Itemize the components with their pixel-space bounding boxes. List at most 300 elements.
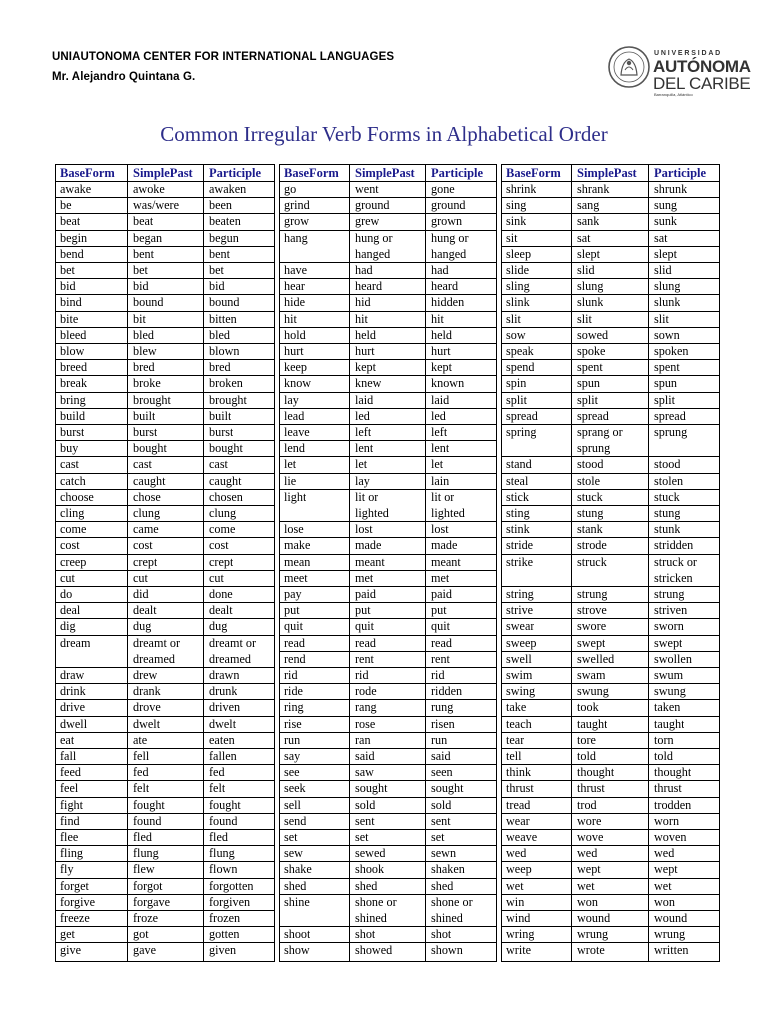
row-divider [280,440,496,441]
row-divider [56,667,274,668]
row-divider [56,780,274,781]
participle-cell: let [431,457,444,472]
row-divider [280,554,496,555]
simple-past-cell: quit [355,619,374,634]
simple-past-cell: brought [133,392,171,407]
base-form-cell: feed [60,765,81,780]
participle-cell: forgotten [209,878,254,893]
base-form-cell: win [506,894,525,909]
participle-cell: sewn [431,846,457,861]
simple-past-cell: hurt [355,344,375,358]
base-form-cell: sing [506,198,527,213]
simple-past-cell: strove [577,603,607,618]
base-form-cell: dwell [60,716,88,731]
simple-past-cell: sang [577,198,600,213]
participle-cell: fled [209,830,228,844]
participle-cell: slunk [654,295,681,310]
participle-cell: spread [654,408,686,423]
simple-past-cell: led [355,408,370,423]
base-form-cell: creep [60,554,87,569]
participle-cell: swept [654,635,683,650]
row-divider [56,424,274,425]
participle-cell: spun [654,376,678,391]
simple-past-cell: left [355,425,372,439]
base-form-cell: fall [60,749,77,763]
simple-past-cell: swam [577,668,606,682]
base-form-cell: be [60,198,72,213]
simple-past-cell: bet [133,263,148,277]
simple-past-cell: wed [577,846,598,861]
base-form-cell: build [60,408,86,423]
participle-cell: cost [209,538,229,553]
page-title: Common Irregular Verb Forms in Alphabetical Order [160,122,608,146]
base-form-cell: tell [506,749,522,763]
simple-past-cell: stood [577,457,604,472]
participle-cell: frozen [209,911,241,925]
participle-cell: written [654,943,689,958]
base-form-cell: cling [60,506,85,520]
base-form-cell: sow [506,327,526,342]
simple-past-cell: cost [133,538,153,553]
participle-cell: come [209,522,236,537]
row-divider [56,294,274,295]
row-divider [56,829,274,830]
simple-past-cell: paid [355,587,376,601]
simple-past-cell: began [133,230,163,245]
simple-past-cell: lit or [355,489,379,504]
base-form-cell: weep [506,862,532,877]
participle-cell: flung [209,846,235,861]
column-header: BaseForm [284,166,339,180]
row-divider [280,683,496,684]
base-form-cell: say [284,749,301,763]
participle-cell: rung [431,700,454,715]
participle-cell: spent [654,360,680,375]
simple-past-cell: stung [577,506,604,520]
base-form-cell: weave [506,830,538,844]
base-form-cell: think [506,765,532,780]
row-divider [280,732,496,733]
row-divider [280,667,496,668]
simple-past-cell: forgave [133,894,170,909]
simple-past-cell: slung [577,279,604,294]
base-form-cell: forget [60,878,89,893]
base-form-cell: grind [284,198,310,213]
participle-cell: rent [431,651,450,666]
simple-past-cell: was/were [133,198,180,213]
base-form-cell: fly [60,862,74,877]
university-logo [607,42,751,97]
row-divider [502,294,719,295]
simple-past-cell: cast [133,457,152,472]
simple-past-cell: sprung [577,441,611,456]
participle-cell: lost [431,522,449,537]
row-divider [280,359,496,360]
base-form-cell: bring [60,392,86,407]
teacher-name: Mr. Alejandro Quintana G. [52,71,196,83]
base-form-cell: draw [60,668,85,682]
base-form-cell: shrink [506,182,537,196]
base-form-cell: let [284,457,297,472]
simple-past-cell: hit [355,311,368,326]
row-divider [502,311,719,312]
row-divider [280,926,496,927]
simple-past-cell: showed [355,943,393,958]
base-form-cell: bind [60,295,82,310]
participle-cell: kept [431,360,452,375]
column-divider [127,165,128,961]
participle-cell: stunk [654,522,681,537]
participle-cell: awaken [209,182,247,196]
participle-cell: been [209,198,233,213]
participle-cell: slung [654,279,681,294]
simple-past-cell: ran [355,732,371,747]
simple-past-cell: held [355,327,376,342]
participle-cell: swum [654,668,684,682]
base-form-cell: cost [60,538,80,553]
simple-past-cell: knew [355,376,382,391]
participle-cell: worn [654,813,680,828]
participle-cell: felt [209,781,226,796]
participle-cell: fallen [209,749,237,763]
simple-past-cell: fought [133,797,165,812]
participle-cell: paid [431,587,452,601]
row-divider [280,748,496,749]
base-form-cell: begin [60,230,88,245]
base-form-cell: cut [60,570,75,585]
base-form-cell: rid [284,668,298,682]
base-form-cell: see [284,765,300,780]
row-divider [280,408,496,409]
base-form-cell: speak [506,344,534,358]
participle-cell: had [431,263,449,277]
base-form-cell: split [506,392,527,407]
row-divider [56,845,274,846]
participle-cell: ground [431,198,466,213]
base-form-cell: hit [284,311,297,326]
base-form-cell: bite [60,311,79,326]
simple-past-cell: rose [355,716,376,731]
participle-cell: burst [209,425,234,439]
simple-past-cell: stole [577,473,601,488]
column-header: BaseForm [60,166,115,180]
base-form-cell: quit [284,619,303,634]
row-divider [280,813,496,814]
base-form-cell: take [506,700,527,715]
participle-cell: hurt [431,344,451,358]
participle-cell: clung [209,506,237,520]
row-divider [502,586,719,587]
base-form-cell: pay [284,587,302,601]
participle-cell: seen [431,765,453,780]
simple-past-cell: lighted [355,506,389,520]
participle-cell: beaten [209,214,241,229]
simple-past-cell: shined [355,911,387,925]
participle-cell: chosen [209,489,243,504]
base-form-cell: spend [506,360,535,375]
base-form-cell: fling [60,846,84,861]
base-form-cell: know [284,376,312,391]
row-divider [502,813,719,814]
base-form-cell: shake [284,862,312,877]
logo-line-3: DEL CARIBE [653,74,751,93]
base-form-cell: sling [506,279,530,294]
base-form-cell: lose [284,522,304,537]
simple-past-cell: rid [355,668,369,682]
base-form-cell: bet [60,263,75,277]
row-divider [502,473,719,474]
row-divider [56,521,274,522]
base-form-cell: buy [60,441,79,456]
participle-cell: cut [209,570,224,585]
base-form-cell: slit [506,311,521,326]
simple-past-cell: sprang or [577,425,623,439]
row-divider [280,311,496,312]
participle-cell: taught [654,716,685,731]
row-divider [280,845,496,846]
row-divider [502,456,719,457]
simple-past-cell: drove [133,700,161,715]
participle-cell: hidden [431,295,465,310]
base-form-cell: ride [284,684,303,699]
simple-past-cell: fell [133,749,150,763]
row-divider [56,408,274,409]
simple-past-cell: froze [133,911,159,925]
base-form-cell: string [506,587,534,601]
base-form-cell: lend [284,441,305,456]
participle-cell: striven [654,603,688,618]
simple-past-cell: dealt [133,603,157,618]
row-divider [502,716,719,717]
base-form-cell: do [60,587,73,601]
participle-cell: spoken [654,344,689,358]
simple-past-cell: stuck [577,489,603,504]
simple-past-cell: sold [355,797,376,812]
row-divider [502,521,719,522]
participle-cell: flown [209,862,238,877]
base-form-cell: bend [60,246,84,261]
simple-past-cell: broke [133,376,161,391]
row-divider [280,635,496,636]
simple-past-cell: won [577,894,598,909]
participle-cell: dreamed [209,651,251,666]
row-divider [280,473,496,474]
base-form-cell: blow [60,344,85,358]
participle-cell: fed [209,765,225,780]
simple-past-cell: caught [133,473,166,488]
simple-past-cell: slit [577,311,592,326]
simple-past-cell: dreamt or [133,635,181,650]
row-divider [280,262,496,263]
column-header: Participle [431,166,484,180]
participle-cell: stricken [654,570,693,585]
base-form-cell: catch [60,473,86,488]
base-form-cell: steal [506,473,529,488]
base-form-cell: ring [284,700,304,715]
base-form-cell: show [284,943,310,958]
simple-past-cell: sewed [355,846,386,861]
base-form-cell: bleed [60,327,87,342]
base-form-cell: stand [506,457,532,472]
column-divider [203,165,204,961]
participle-cell: put [431,603,447,618]
row-divider [280,651,496,652]
row-divider [502,505,719,506]
base-form-cell: find [60,813,80,828]
participle-cell: told [654,749,673,763]
participle-cell: hit [431,311,444,326]
participle-cell: shot [431,927,452,942]
row-divider [280,764,496,765]
base-form-cell: tread [506,797,531,812]
simple-past-cell: saw [355,765,374,780]
row-divider [502,845,719,846]
simple-past-cell: flung [133,846,159,861]
participle-cell: caught [209,473,242,488]
base-form-cell: eat [60,732,75,747]
simple-past-cell: swelled [577,651,615,666]
row-divider [502,359,719,360]
row-divider [56,230,274,231]
participle-cell: blown [209,344,240,358]
base-form-cell: dig [60,619,76,634]
participle-cell: cast [209,457,228,472]
simple-past-cell: sent [355,813,375,828]
participle-cell: shrunk [654,182,688,196]
base-form-cell: fight [60,797,84,812]
row-divider [280,489,496,490]
simple-past-cell: lent [355,441,374,456]
row-divider [502,197,719,198]
participle-cell: begun [209,230,239,245]
simple-past-cell: rode [355,684,377,699]
simple-past-cell: bred [133,360,155,375]
simple-past-cell: trod [577,797,597,812]
participle-cell: dealt [209,603,233,618]
row-divider [502,489,719,490]
simple-past-cell: sought [355,781,388,796]
simple-past-cell: gave [133,943,157,958]
participle-cell: taken [654,700,681,715]
simple-past-cell: hung or [355,230,393,245]
simple-past-cell: had [355,263,373,277]
row-divider [280,570,496,571]
base-form-cell: go [284,182,297,196]
base-form-cell: forgive [60,894,95,909]
participle-cell: built [209,408,232,423]
logo-line-2: AUTÓNOMA [653,57,751,76]
base-form-cell: read [284,635,305,650]
participle-cell: sunk [654,214,678,229]
base-form-cell: sweep [506,635,537,650]
simple-past-cell: met [355,570,374,585]
participle-cell: risen [431,716,455,731]
simple-past-cell: drew [133,668,158,682]
participle-cell: grown [431,214,463,229]
participle-cell: sat [654,230,668,245]
simple-past-cell: slept [577,246,601,261]
base-form-cell: stink [506,522,530,537]
participle-cell: bid [209,279,225,294]
participle-cell: stolen [654,473,684,488]
row-divider [502,894,719,895]
base-form-cell: swim [506,668,533,682]
base-form-cell: tear [506,732,525,747]
simple-past-cell: wept [577,862,601,877]
participle-cell: found [209,813,238,828]
base-form-cell: rise [284,716,302,731]
simple-past-cell: ate [133,732,148,747]
simple-past-cell: wore [577,813,602,828]
row-divider [502,732,719,733]
participle-cell: quit [431,619,450,634]
simple-past-cell: beat [133,214,154,229]
row-divider [280,343,496,344]
base-form-cell: mean [284,554,311,569]
simple-past-cell: built [133,408,156,423]
simple-past-cell: sowed [577,327,609,342]
base-form-cell: slink [506,295,530,310]
participle-cell: driven [209,700,241,715]
row-divider [502,618,719,619]
base-form-cell: get [60,927,75,942]
simple-past-cell: wet [577,878,595,893]
base-form-cell: lay [284,392,299,407]
simple-past-cell: heard [355,279,383,294]
row-divider [280,716,496,717]
row-divider [280,327,496,328]
base-form-cell: sell [284,797,301,812]
participle-cell: lit or [431,489,455,504]
base-form-cell: sting [506,506,530,520]
base-form-cell: hide [284,295,305,310]
row-divider [56,570,274,571]
base-form-cell: rend [284,651,306,666]
participle-cell: swollen [654,651,692,666]
participle-cell: hanged [431,246,467,261]
row-divider [280,797,496,798]
row-divider [502,878,719,879]
participle-cell: gotten [209,927,240,942]
participle-cell: forgiven [209,894,251,909]
participle-cell: bred [209,360,231,375]
row-divider [502,278,719,279]
base-form-cell: set [284,830,298,844]
row-divider [280,181,496,182]
base-form-cell: hear [284,279,305,294]
verb-table-3 [501,164,720,962]
base-form-cell: meet [284,570,308,585]
document-header [52,47,394,87]
simple-past-cell: awoke [133,182,165,196]
participle-cell: slit [654,311,669,326]
row-divider [280,521,496,522]
participle-cell: heard [431,279,459,294]
base-form-cell: come [60,522,87,537]
participle-cell: wrung [654,927,686,942]
simple-past-cell: went [355,182,379,196]
row-divider [280,780,496,781]
simple-past-cell: slunk [577,295,604,310]
simple-past-cell: sank [577,214,600,229]
simple-past-cell: got [133,927,149,942]
simple-past-cell: lay [355,473,370,488]
row-divider [56,602,274,603]
base-form-cell: wed [506,846,527,861]
participle-cell: dug [209,619,228,634]
simple-past-cell: made [355,538,382,553]
simple-past-cell: clung [133,506,161,520]
